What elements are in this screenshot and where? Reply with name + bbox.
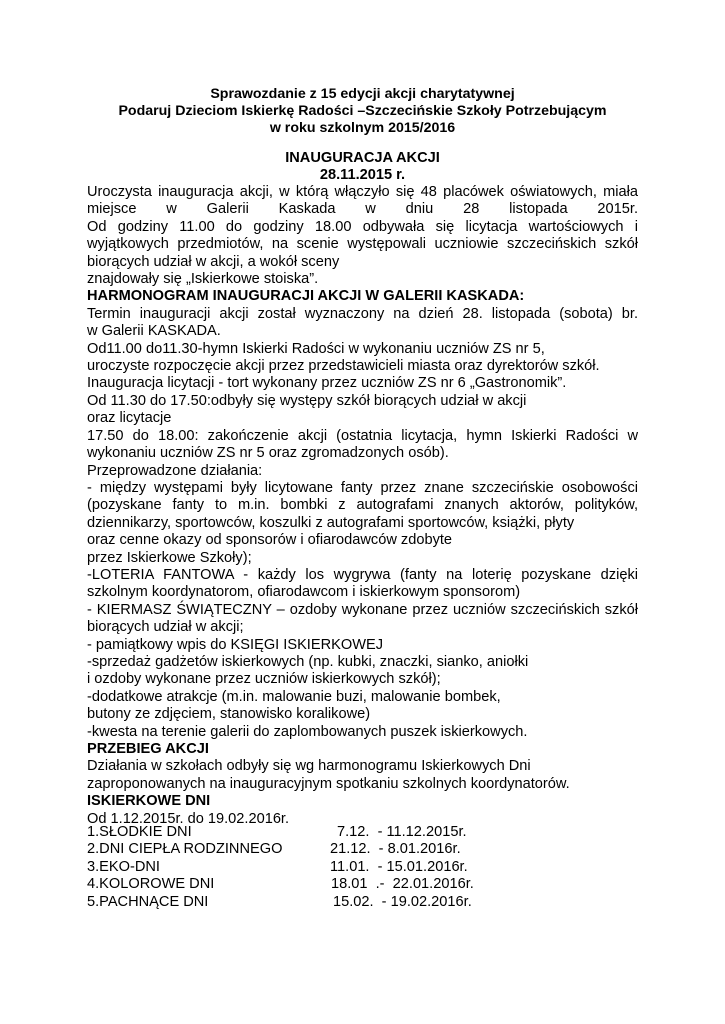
schedule-dates: 7.12. - 11.12.2015r. (337, 824, 467, 840)
header-line-3: w roku szkolnym 2015/2016 (269, 120, 456, 137)
body-line: oraz cenne okazy od sponsorów i ofiarodawców zdobyte (87, 532, 453, 549)
body-line: szkolnym koordynatorom, ofiarodawcom i iskierkowym sponsorom) (87, 584, 521, 601)
schedule-row (87, 824, 638, 841)
body-line: Inauguracja licytacji - tort wykonany przez uczniów ZS nr 6 „Gastronomik”. (87, 375, 567, 392)
header-line-1: Sprawozdanie z 15 edycji akcji charytatywnej (210, 86, 515, 102)
body-line: dziennikarzy, sportowców, koszulki z autografami sportowców, książki, płyty (87, 514, 575, 531)
inauguration-date: 28.11.2015 r. (319, 167, 406, 184)
schedule-name: 3.EKO-DNI (87, 858, 160, 875)
schedule-name: 1.SŁODKIE DNI (87, 824, 192, 840)
body-line: Uroczysta inauguracja akcji, w którą włączyło się 48 placówek oświatowych, miała (87, 184, 638, 200)
section-heading-iskierkowe-dni: ISKIERKOWE DNI (87, 793, 211, 810)
body-line: -kwesta na terenie galerii do zaplombowanych puszek iskierkowych. (87, 723, 528, 740)
report-body (87, 184, 638, 828)
report-header (0, 86, 725, 138)
body-line: Od 11.30 do 17.50:odbyły się występy szkół biorących udział w akcji (87, 392, 527, 409)
body-line: butony ze zdjęciem, stanowisko koralikowe) (87, 706, 371, 723)
schedule-name: 4.KOLOROWE DNI (87, 876, 215, 893)
schedule-name: 2.DNI CIEPŁA RODZINNEGO (87, 841, 283, 858)
body-line: i ozdoby wykonane przez uczniów iskierkowych szkół); (87, 671, 441, 688)
schedule-row (87, 876, 638, 893)
body-line: Od 1.12.2015r. do 19.02.2016r. (87, 810, 290, 827)
body-line: Przeprowadzone działania: (87, 462, 263, 479)
schedule-row (87, 859, 638, 876)
body-line: biorących udział w akcji, a wokół sceny (87, 253, 340, 270)
body-line: oraz licytacje (87, 410, 172, 427)
body-line: wyjątkowych przedmiotów, na scenie występowali uczniowie szczecińskich szkół (87, 236, 638, 253)
body-line: przez Iskierkowe Szkoły); (87, 549, 252, 566)
body-line: zaproponowanych na inauguracyjnym spotkaniu szkolnych koordynatorów. (87, 775, 570, 792)
schedule-row (87, 894, 638, 911)
schedule-dates: 15.02. - 19.02.2016r. (333, 893, 472, 910)
section-heading-harmonogram: HARMONOGRAM INAUGURACJI AKCJI W GALERII KASKADA: (87, 288, 525, 305)
body-line: Działania w szkołach odbyły się wg harmonogramu Iskierkowych Dni (87, 758, 531, 775)
inauguration-heading (0, 150, 725, 185)
body-line: 17.50 do 18.00: zakończenie akcji (ostatnia licytacja, hymn Iskierki Radości w (87, 427, 638, 444)
body-line: uroczyste rozpoczęcie akcji przez przedstawicieli miasta oraz dyrektorów szkół. (87, 358, 600, 375)
schedule-row (87, 841, 638, 858)
body-line: wykonaniu uczniów ZS nr 5 oraz zgromadzonych osób). (87, 445, 449, 462)
body-line: -sprzedaż gadżetów iskierkowych (np. kubki, znaczki, sianko, aniołki (87, 653, 529, 670)
body-line: miejsce w Galerii Kaskada w dniu 28 listopada 2015r. (87, 201, 638, 218)
schedule-dates: 21.12. - 8.01.2016r. (330, 841, 461, 858)
body-line: -LOTERIA FANTOWA - każdy los wygrywa (fanty na loterię pozyskane dzięki (87, 566, 638, 583)
inauguration-title: INAUGURACJA AKCJI (285, 150, 440, 166)
schedule-dates: 18.01 .- 22.01.2016r. (331, 876, 474, 893)
body-line: biorących udział w akcji; (87, 619, 244, 636)
body-line: w Galerii KASKADA. (87, 323, 221, 340)
schedule-name: 5.PACHNĄCE DNI (87, 893, 209, 910)
body-line: -dodatkowe atrakcje (m.in. malowanie buzi, malowanie bombek, (87, 688, 501, 705)
body-line: - KIERMASZ ŚWIĄTECZNY – ozdoby wykonane przez uczniów szczecińskich szkół (87, 601, 638, 618)
body-line: Od11.00 do11.30-hymn Iskierki Radości w wykonaniu uczniów ZS nr 5, (87, 340, 545, 357)
body-line: Termin inauguracji akcji został wyznaczony na dzień 28. listopada (sobota) br. (87, 305, 638, 322)
header-line-2: Podaruj Dzieciom Iskierkę Radości –Szczecińskie Szkoły Potrzebującym (118, 103, 607, 120)
schedule-list (87, 824, 638, 911)
body-line: znajdowały się „Iskierkowe stoiska”. (87, 271, 319, 288)
section-heading-przebieg: PRZEBIEG AKCJI (87, 741, 209, 757)
body-line: - pamiątkowy wpis do KSIĘGI ISKIERKOWEJ (87, 636, 384, 653)
schedule-dates: 11.01. - 15.01.2016r. (330, 858, 468, 875)
body-line: Od godziny 11.00 do godziny 18.00 odbywała się licytacja wartościowych i (87, 218, 638, 235)
body-line: (pozyskane fanty to m.in. bombki z autografami znanych aktorów, polityków, (87, 497, 638, 514)
body-line: - między występami były licytowane fanty przez znane szczecińskie osobowości (87, 479, 638, 496)
